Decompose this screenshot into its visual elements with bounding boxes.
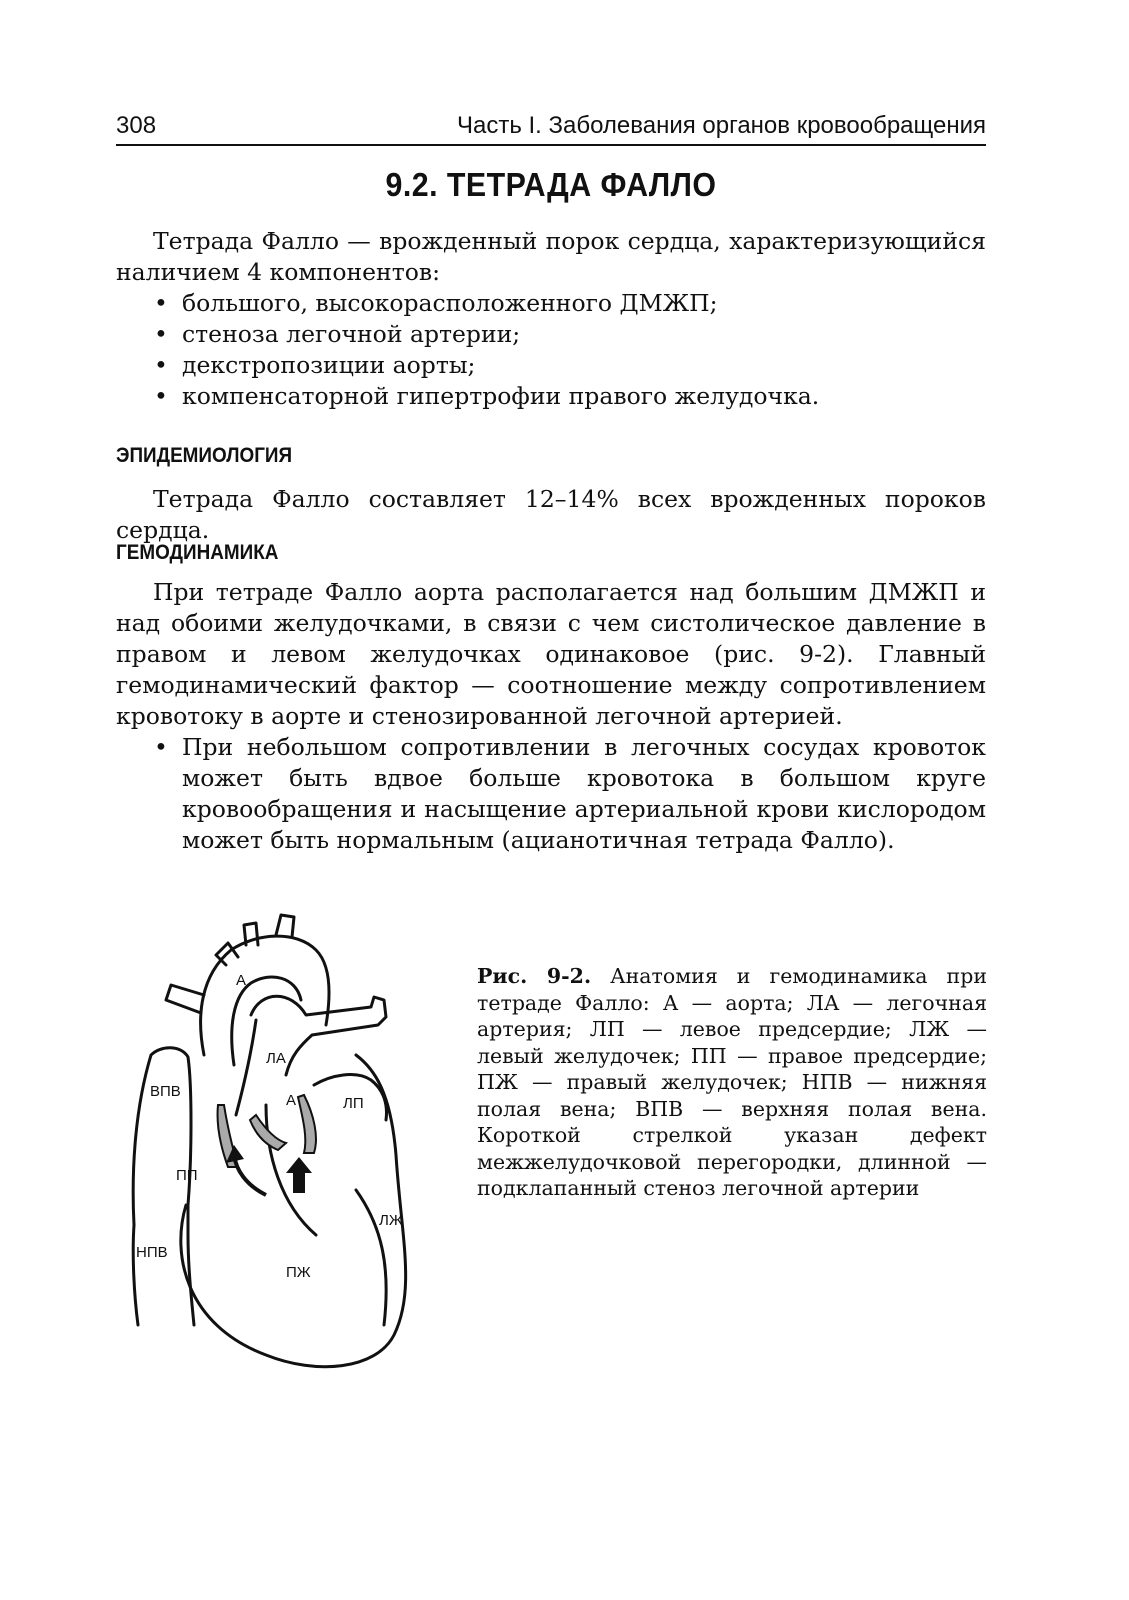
intro-paragraph: Тетрада Фалло — врожденный порок сердца, характеризующийся наличием 4 компонентов: <box>116 227 986 286</box>
label-ivc: НПВ <box>136 1244 168 1261</box>
hemodynamics-bullet-list <box>116 732 986 856</box>
bullet-icon: • <box>154 289 168 317</box>
hemodynamics-block <box>116 577 986 856</box>
hemodynamics-heading: ГЕМОДИНАМИКА <box>116 541 279 564</box>
epidemiology-heading: ЭПИДЕМИОЛОГИЯ <box>116 444 293 467</box>
aorta-branch-left <box>166 985 204 1013</box>
septal-defect-shading <box>250 1115 286 1150</box>
pulmonary-artery-inner <box>236 1020 256 1115</box>
section-title: 9.2. ТЕТРАДА ФАЛЛО <box>385 166 717 203</box>
ventricle-inner-curve <box>356 1190 386 1325</box>
caption-text: Анатомия и гемодинамика при тетраде Фалло: А — аорта; ЛА — легочная артерия; ЛП — левое предсердие; ЛЖ — левый желудочек; ПП — правое предсердие; ПЖ — правый желудочек; НПВ — нижняя полая вена; ВПВ — верхняя полая вена. Короткой стрелкой указан дефект межжелудочковой перегородки, длинной — подклапанный стеноз легочной артерии <box>477 964 987 1200</box>
intro-bullet-list <box>116 288 986 412</box>
list-item: • стеноза легочной артерии; <box>154 320 521 348</box>
hemodynamics-paragraph: При тетраде Фалло аорта располагается над большим ДМЖП и над обоими желудочками, в связи с чем систолическое давление в правом и левом желудочках одинаковое (рис. 9-2). Главный гемодинамический фактор — соотношение между сопротивлением кровотоку в аорте и стенозированной легочной артерией. <box>116 578 986 730</box>
label-right-atrium: ПП <box>176 1167 198 1184</box>
bullet-icon: • <box>154 351 168 379</box>
heart-anatomy-diagram <box>116 905 466 1405</box>
running-title: Часть I. Заболевания органов кровообращения <box>456 112 986 139</box>
epidemiology-paragraph: Тетрада Фалло составляет 12–14% всех врожденных пороков сердца. <box>116 485 986 544</box>
svc-outline <box>133 1048 191 1225</box>
stenosis-shading-right <box>298 1095 316 1153</box>
figure-caption <box>477 963 987 1202</box>
bullet-icon: • <box>154 320 168 348</box>
bullet-icon: • <box>154 382 168 410</box>
bullet-icon: • <box>154 733 168 761</box>
list-item: • большого, высокорасположенного ДМЖП; <box>154 289 718 317</box>
long-arrow-icon <box>234 1155 266 1195</box>
list-item: • декстропозиции аорты; <box>154 351 476 379</box>
label-pulmonary-artery: ЛА <box>266 1050 286 1067</box>
aorta-head-vessel-2 <box>276 915 294 937</box>
label-right-ventricle: ПЖ <box>286 1264 311 1281</box>
caption-label: Рис. 9-2. <box>477 964 592 988</box>
running-header <box>116 108 986 146</box>
list-item: • компенсаторной гипертрофии правого желудочка. <box>154 382 820 410</box>
page-number: 308 <box>116 112 157 139</box>
intro-block <box>116 226 986 412</box>
label-left-atrium: ЛП <box>343 1095 364 1112</box>
label-aorta-mid: А <box>286 1092 297 1109</box>
short-arrow-icon <box>286 1157 312 1193</box>
label-left-ventricle: ЛЖ <box>379 1212 403 1229</box>
list-item: • При небольшом сопротивлении в легочных сосудах кровоток может быть вдвое больше кровотока в большом круге кровообращения и насыщение артериальной крови кислородом может быть нормальным (ацианотичная тетрада Фалло). <box>154 733 986 854</box>
label-svc: ВПВ <box>150 1083 181 1100</box>
ivc-outline <box>133 1205 194 1325</box>
label-aorta-top: А <box>236 972 247 989</box>
